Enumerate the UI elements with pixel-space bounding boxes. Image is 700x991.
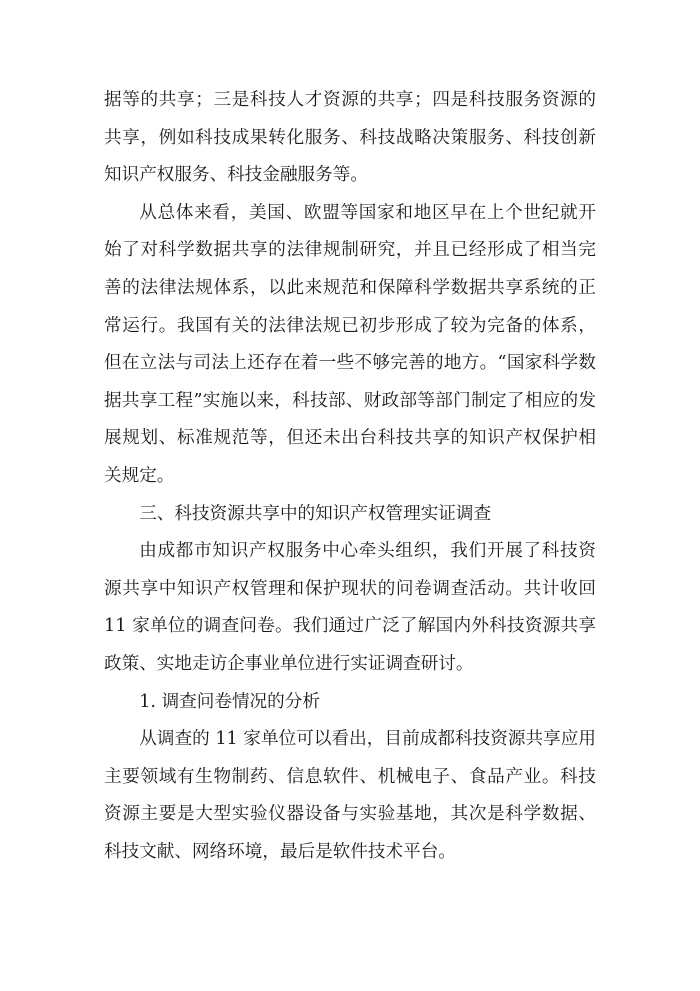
subsection-heading-analysis: 1. 调查问卷情况的分析 [139, 691, 320, 712]
document-body [104, 82, 596, 871]
section-heading-survey: 三、科技资源共享中的知识产权管理实证调查 [139, 503, 492, 524]
paragraph-survey-activity: 由成都市知识产权服务中心牵头组织，我们开展了科技资源共享中知识产权管理和保护现状的问卷调查活动。共计收回 11 家单位的调查问卷。我们通过广泛了解国内外科技资源共享政策、实地走访企事业单位进行实证调查研讨。 [104, 541, 596, 674]
paragraph-legal-framework: 从总体来看，美国、欧盟等国家和地区早在上个世纪就开始了对科学数据共享的法律规制研究，并且已经形成了相当完善的法律法规体系，以此来规范和保障科学数据共享系统的正常运行。我国有关的法律法规已初步形成了较为完备的体系，但在立法与司法上还存在着一些不够完善的地方。“国家科学数据共享工程”实施以来，科技部、财政部等部门制定了相应的发展规划、标准规范等，但还未出台科技共享的知识产权保护相关规定。 [104, 202, 596, 486]
paragraph-survey-findings: 从调查的 11 家单位可以看出，目前成都科技资源共享应用主要领域有生物制药、信息软件、机械电子、食品产业。科技资源主要是大型实验仪器设备与实验基地，其次是科学数据、科技文献、网络环境，最后是软件技术平台。 [104, 729, 596, 862]
paragraph-continuation: 据等的共享；三是科技人才资源的共享；四是科技服务资源的共享，例如科技成果转化服务、科技战略决策服务、科技创新知识产权服务、科技金融服务等。 [104, 90, 596, 186]
